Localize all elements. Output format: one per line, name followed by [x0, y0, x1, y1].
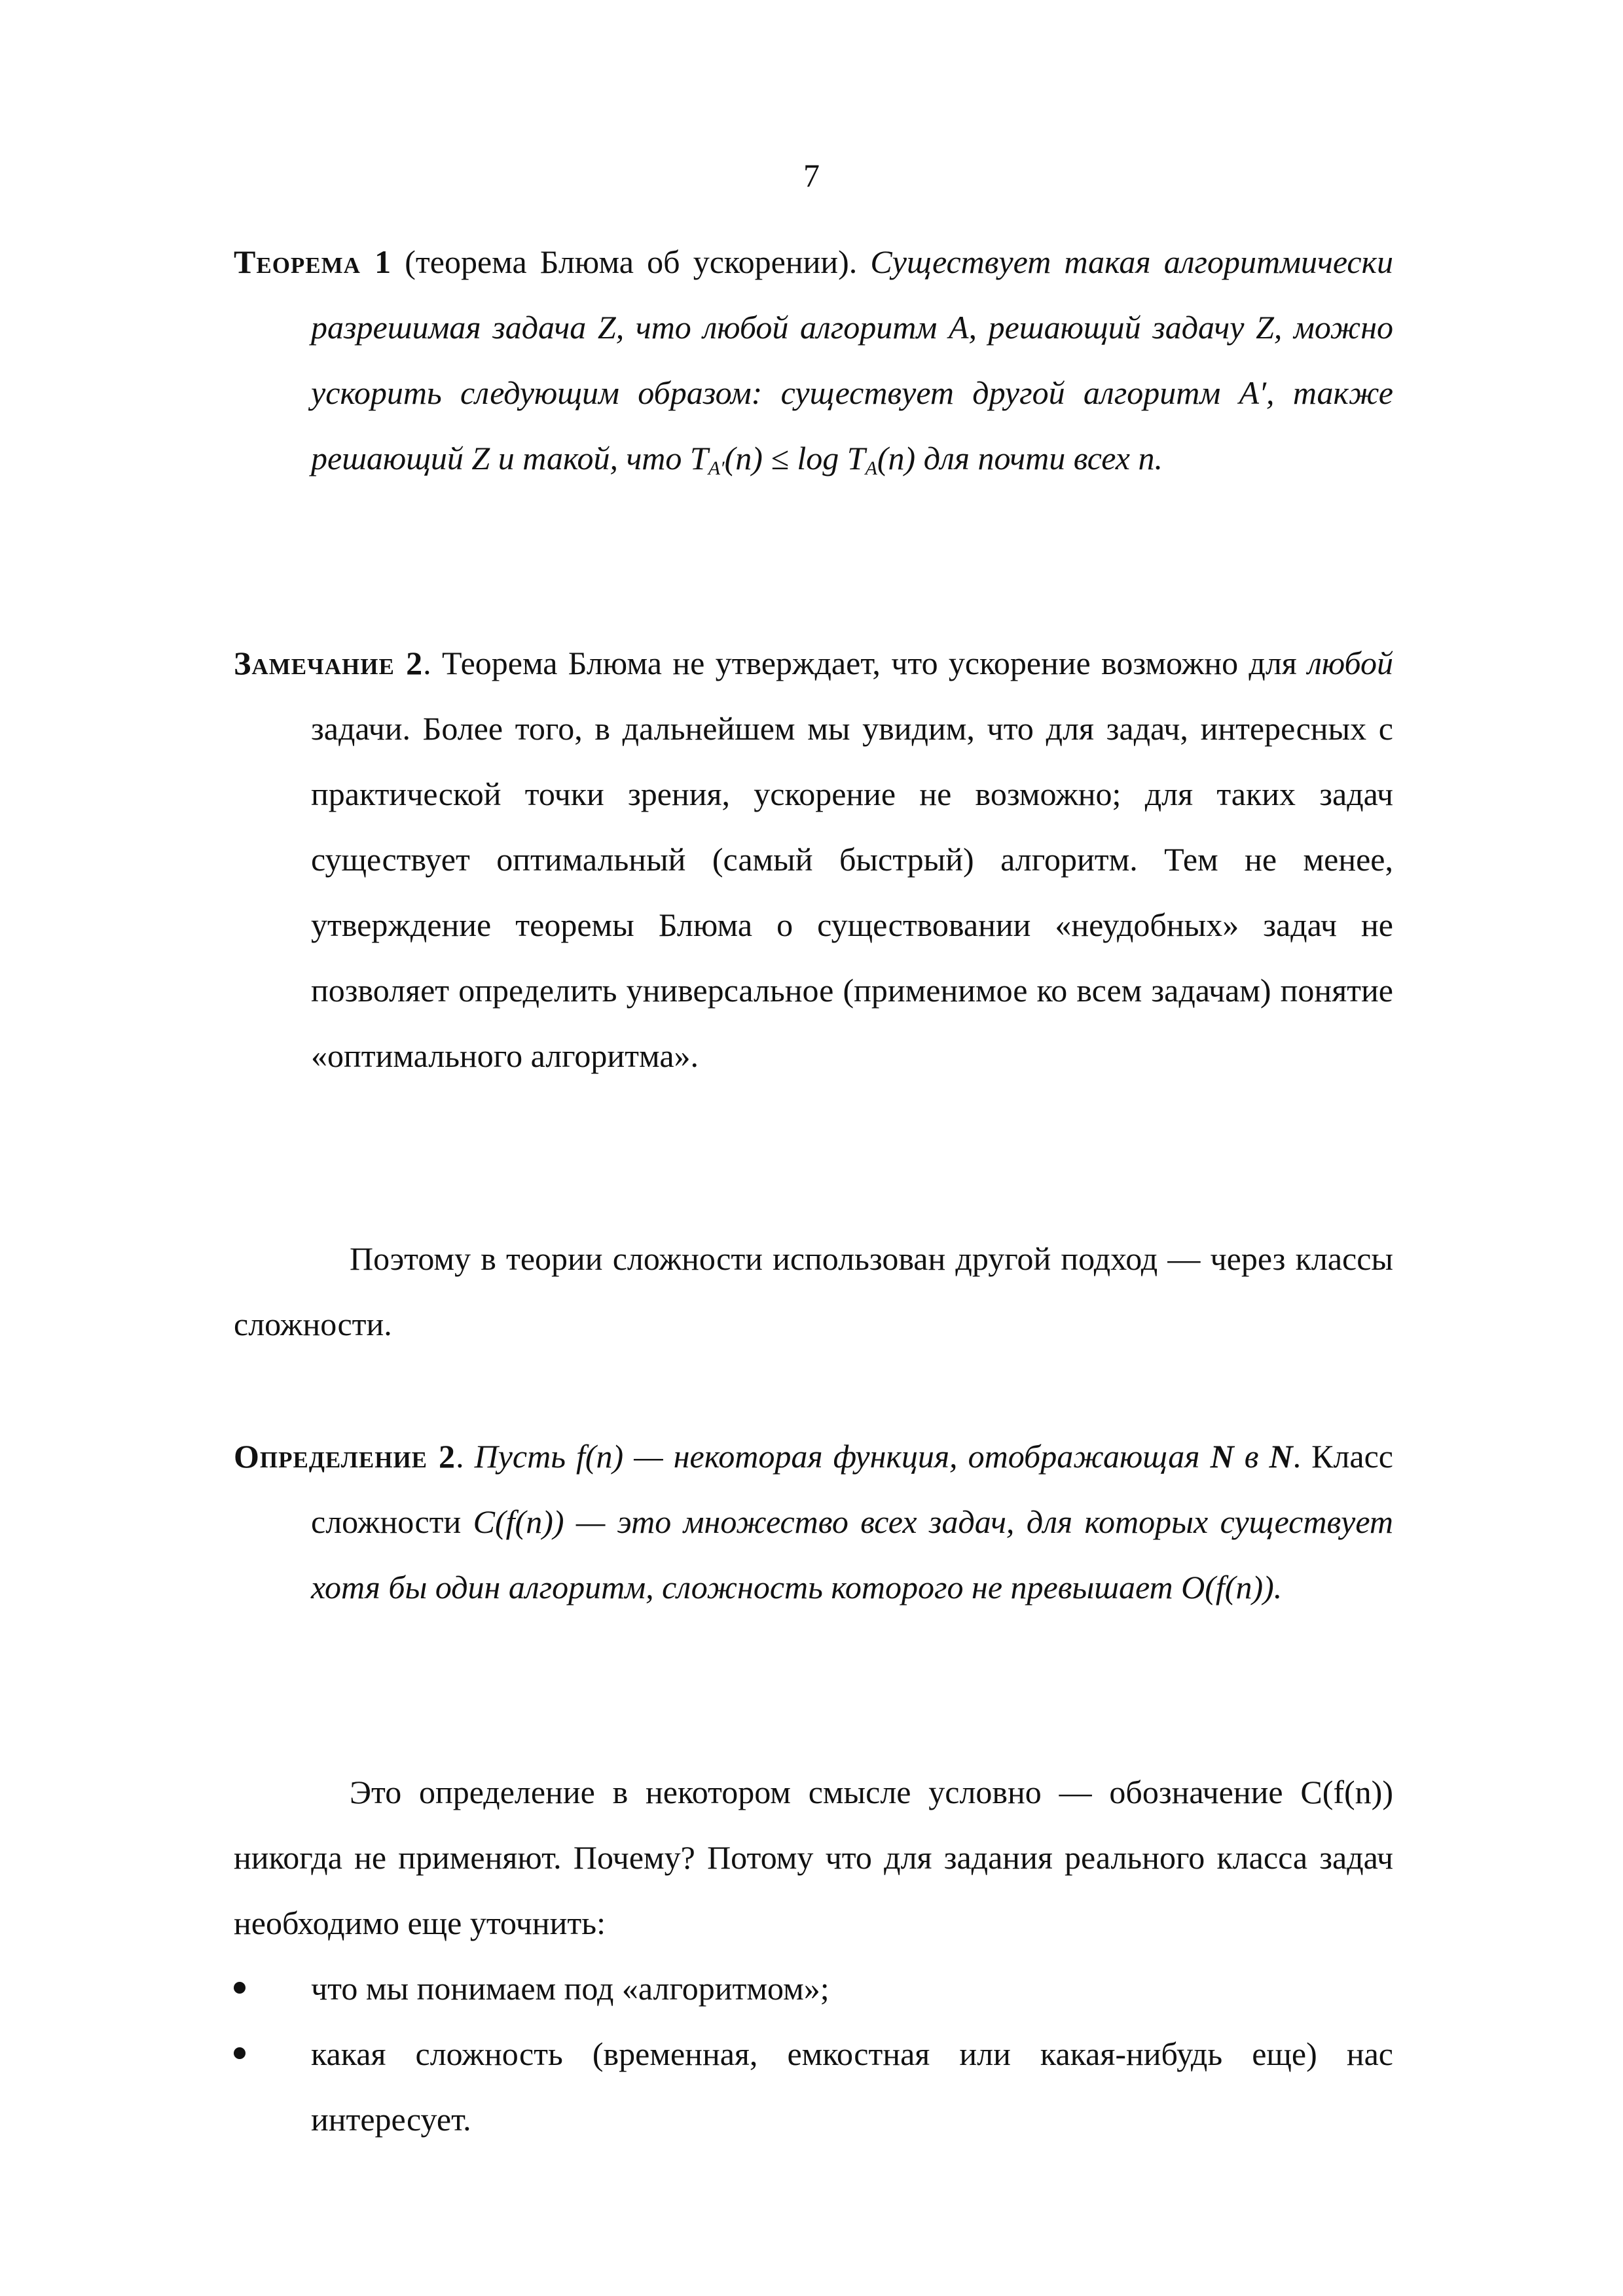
paragraph-definition-note	[234, 1759, 1393, 1956]
theorem-formula-t2: T	[847, 440, 866, 476]
bullet-icon	[234, 1982, 246, 1994]
list-item	[234, 1956, 1393, 2021]
remark-text-a: Теорема Блюма не утверждает, что ускорение возможно для	[441, 645, 1308, 681]
remark-paragraph	[234, 630, 1393, 1088]
theorem-formula-end: (n) для почти всех n.	[877, 440, 1163, 476]
definition-label: Определение 2	[234, 1438, 456, 1475]
remark-text-b: задачи. Более того, в дальнейшем мы увидим, что для задач, интересных с практической точки зрения, ускорение не возможно; для таких задач существует оптимальный (самый быстрый) алгоритм. Тем не менее, утверждение теоремы Блюма о существовании «неудобных» задач не позволяет определить универсальное (применимое ко всем задачам) понятие «оптимального алгоритма».	[311, 710, 1393, 1074]
definition-paragraph	[234, 1424, 1393, 1620]
definition-part2: в	[1233, 1438, 1269, 1475]
bullet-icon	[234, 2047, 246, 2059]
definition-part1: Пусть f(n) — некоторая функция, отображающая	[474, 1438, 1211, 1475]
theorem-paragraph	[234, 229, 1393, 491]
remark-emphasis: любой	[1307, 645, 1393, 681]
theorem-formula-mid: (n) ≤ log	[724, 440, 847, 476]
definition-part5: C(f(n)) — это множество всех задач, для которых существует хотя бы один алгоритм, сложность которого не превышает O(f(n)).	[311, 1503, 1394, 1605]
theorem-formula-sub2: A	[865, 457, 877, 479]
list-item	[234, 2021, 1393, 2152]
list-item-text: что мы понимаем под «алгоритмом»;	[311, 1970, 830, 2007]
list-item-text: какая сложность (временная, емкостная или какая-нибудь еще) нас интересует.	[311, 2036, 1393, 2138]
definition-set-n1: N	[1210, 1438, 1234, 1475]
theorem-statement: Существует такая алгоритмически разрешимая задача Z, что любой алгоритм A, решающий задачу Z, можно ускорить следующим образом: существует другой алгоритм A′, также решающий Z и такой, что	[311, 243, 1393, 476]
definition-part3: .	[1292, 1438, 1312, 1475]
definition-set-n2: N	[1269, 1438, 1293, 1475]
theorem-formula-sub1: A′	[708, 457, 725, 479]
page-number: 7	[803, 157, 820, 194]
remark-dot: .	[423, 645, 442, 681]
definition-dot: .	[456, 1438, 475, 1475]
definition-part4: Класс сложности	[311, 1438, 1394, 1540]
definition-block	[234, 1424, 1393, 1620]
paragraph-approach	[234, 1226, 1393, 1357]
theorem-label: Теорема 1	[234, 243, 392, 280]
theorem-block	[234, 229, 1393, 491]
remark-label: Замечание 2	[234, 645, 424, 681]
theorem-title: (теорема Блюма об ускорении).	[392, 243, 871, 280]
paragraph-definition-note-text: Это определение в некотором смысле условно — обозначение C(f(n)) никогда не применяют. Почему? Потому что для задания реального класса задач необходимо еще уточнить:	[234, 1774, 1393, 1941]
paragraph-approach-text: Поэтому в теории сложности использован другой подход — через классы сложности.	[234, 1240, 1393, 1342]
bullet-list	[234, 1956, 1393, 2152]
remark-block	[234, 630, 1393, 1088]
theorem-formula-t1: T	[689, 440, 708, 476]
